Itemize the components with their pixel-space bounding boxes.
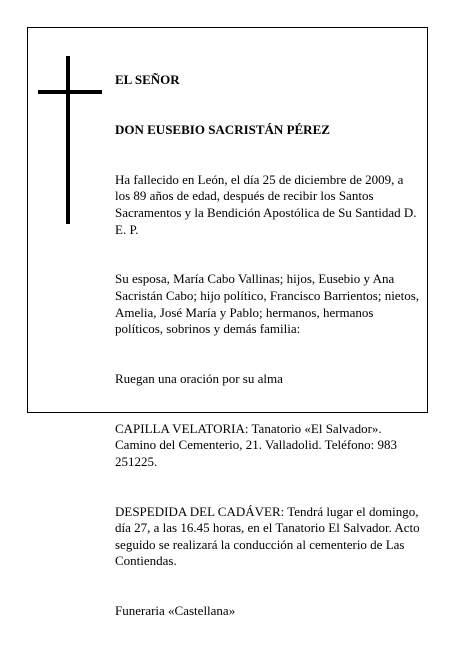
farewell-info: DESPEDIDA DEL CADÁVER: Tendrá lugar el domingo, día 27, a las 16.45 horas, en el Tanatorio El Salvador. Acto seguido se realizará la conducción al cementerio de Las Contiendas. [115,503,423,569]
funeral-home: Funeraria «Castellana» [115,603,236,619]
death-announcement: Ha fallecido en León, el día 25 de diciembre de 2009, a los 89 años de edad, después de recibir los Santos Sacramentos y la Bendición Apostólica de Su Santidad D. E. P. [115,171,420,237]
notice-heading: EL SEÑOR [115,72,180,88]
cross-vertical-bar [66,56,70,224]
obituary-notice [27,27,428,619]
deceased-name: DON EUSEBIO SACRISTÁN PÉREZ [115,121,330,137]
family-list: Su esposa, María Cabo Vallinas; hijos, Eusebio y Ana Sacristán Cabo; hijo político, Francisco Barrientos; nietos, Amelia, José María y Pablo; hermanos, hermanos políticos, sobrinos y demás familia: [115,271,422,337]
prayer-request: Ruegan una oración por su alma [115,370,283,386]
chapel-info: CAPILLA VELATORIA: Tanatorio «El Salvador». Camino del Cementerio, 21. Valladolid. Teléfono: 983 251225. [115,420,401,469]
notice-text [115,39,421,653]
cross-horizontal-bar [38,90,102,94]
